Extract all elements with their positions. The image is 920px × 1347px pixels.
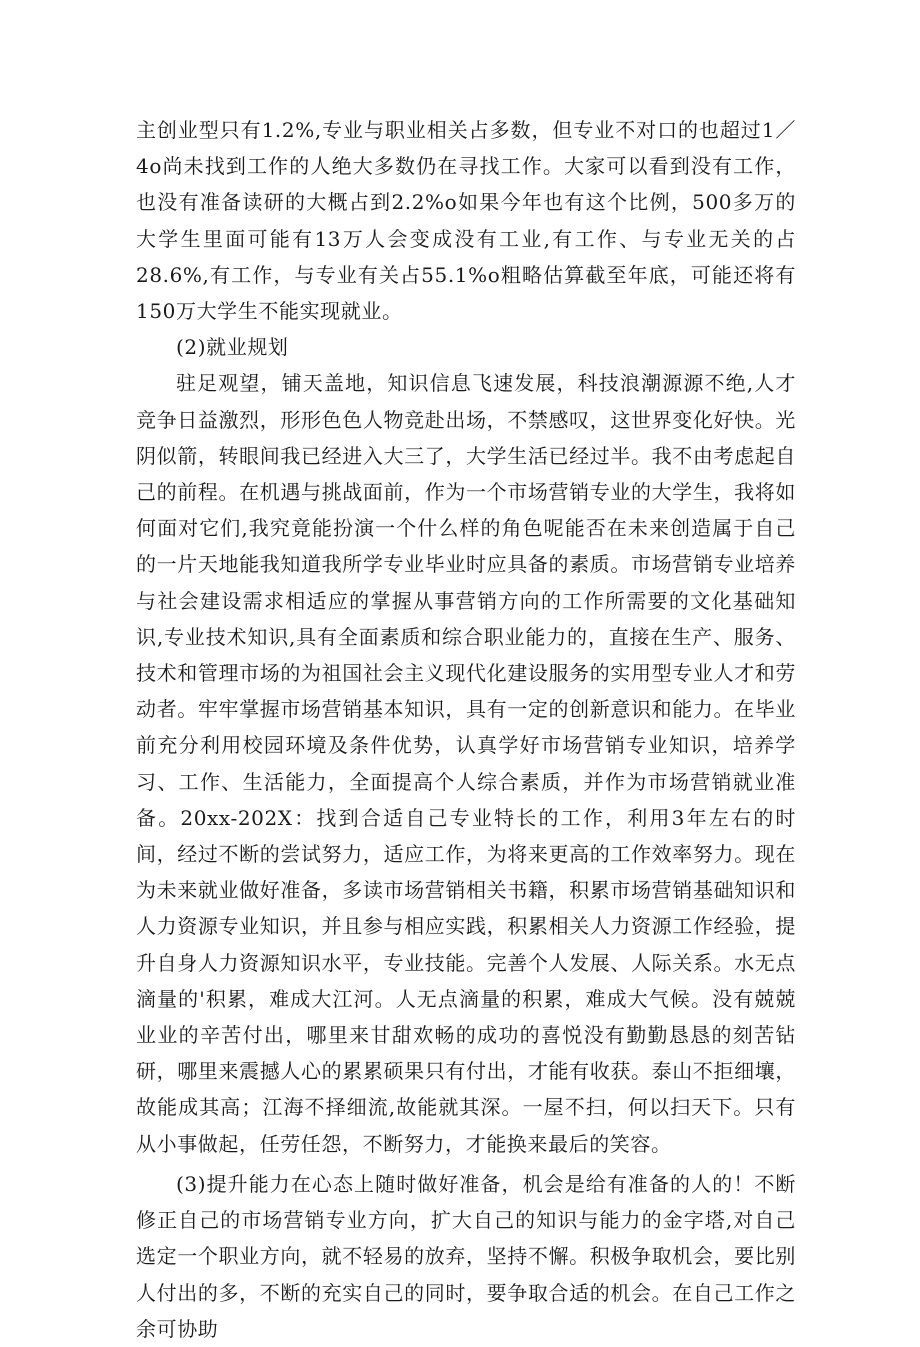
paragraph-employment-statistics: 主创业型只有1.2%,专业与职业相关占多数，但专业不对口的也超过1／4o尚未找到工作的人绝大多数仍在寻找工作。大家可以看到没有工作，也没有准备读研的大概占到2.2%o如果今年也有这个比例，500多万的大学生里面可能有13万人会变成没有工业,有工作、与专业无关的占28.6%,有工作，与专业有关占55.1%o粗略估算截至年底，可能还将有150万大学生不能实现就业。 xyxy=(136,118,796,324)
paragraph-employment-planning: 驻足观望，铺天盖地，知识信息飞速发展，科技浪潮源源不绝,人才竞争日益激烈，形形色色人物竞赴出场，不禁感叹，这世界变化好快。光阴似箭，转眼间我已经进入大三了，大学生活已经过半。我不由考虑起自己的前程。在机遇与挑战面前，作为一个市场营销专业的大学生，我将如何面对它们,我究竟能扮演一个什么样的角色呢能否在未来创造属于自己的一片天地能我知道我所学专业毕业时应具备的素质。市场营销专业培养与社会建设需求相适应的掌握从事营销方向的工作所需要的文化基础知识,专业技术知识,具有全面素质和综合职业能力的，直接在生产、服务、技术和管理市场的为祖国社会主义现代化建设服务的实用型专业人才和劳动者。牢牢掌握市场营销基本知识，具有一定的创新意识和能力。在毕业前充分利用校园环境及条件优势，认真学好市场营销专业知识，培养学习、工作、生活能力，全面提高个人综合素质，并作为市场营销就业准备。20xx-202X：找到合适自己专业特长的工作，利用3年左右的时间，经过不断的尝试努力，适应工作，为将来更高的工作效率努力。现在为未来就业做好准备，多读市场营销相关书籍，积累市场营销基础知识和人力资源专业知识，并且参与相应实践，积累相关人力资源工作经验，提升自身人力资源知识水平，专业技能。完善个人发展、人际关系。水无点滴量的'积累，难成大江河。人无点滴量的积累，难成大气候。没有兢兢业业的辛苦付出，哪里来甘甜欢畅的成功的喜悦没有勤勤恳恳的刻苦钻研，哪里来震撼人心的累累硕果只有付出，才能有收获。泰山不拒细壤，故能成其高；江海不择细流,故能就其深。一屋不扫，何以扫天下。只有从小事做起，任劳任怨，不断努力，才能换来最后的笑容。 xyxy=(136,371,796,1156)
paragraph-ability-improvement: (3)提升能力在心态上随时做好准备，机会是给有准备的人的！不断修正自己的市场营销专业方向，扩大自己的知识与能力的金字塔,对自己选定一个职业方向，就不轻易的放弃，坚持不懈。积极争取机会，要比别人付出的多，不断的充实自己的同时，要争取合适的机会。在自己工作之余可协助 xyxy=(136,1171,796,1341)
section-heading-employment-planning: (2)就业规划 xyxy=(176,335,289,360)
document-body xyxy=(136,112,796,1347)
